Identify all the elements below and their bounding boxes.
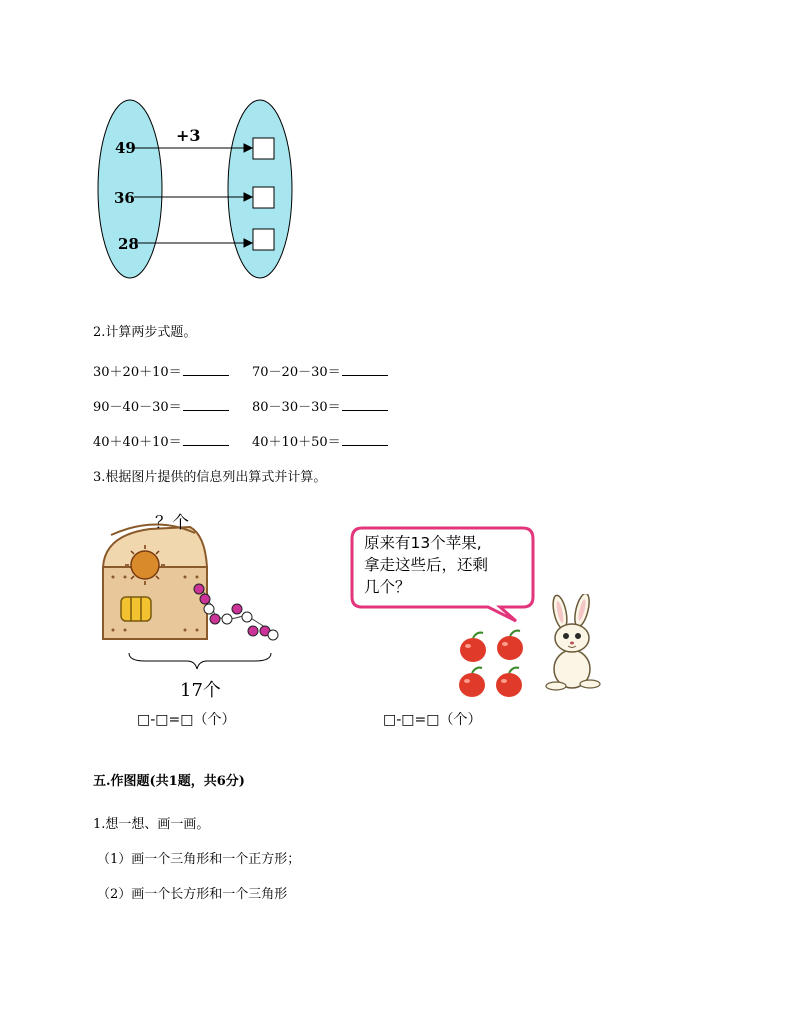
q3-title: 3.根据图片提供的信息列出算式并计算。 [93, 470, 327, 485]
brace [129, 653, 271, 669]
section5-item-2: （2）画一个长方形和一个三角形 [97, 887, 288, 902]
q2-expression: 90－40－30＝ [93, 400, 182, 415]
rabbit-illustration [540, 594, 605, 694]
section5-item-1: （1）画一个三角形和一个正方形； [97, 852, 301, 867]
q2-row-1-right [252, 363, 388, 381]
bubble-line-1: 原来有13个苹果, [364, 534, 482, 552]
formula-right: □-□=□（个） [383, 712, 482, 728]
chest-total-label: 17个 [180, 680, 221, 701]
section5-q1-title: 1.想一想、画一画。 [93, 817, 210, 832]
apple-icon [497, 631, 523, 660]
apple-icon [459, 668, 485, 697]
chest-body [103, 567, 207, 639]
answer-box-2[interactable] [253, 187, 274, 208]
answer-blank[interactable] [342, 398, 388, 411]
answer-blank[interactable] [183, 363, 229, 376]
q2-title: 2.计算两步式题。 [93, 325, 197, 340]
rabbit-icon [540, 594, 605, 694]
answer-blank[interactable] [342, 363, 388, 376]
answer-box-3[interactable] [253, 229, 274, 250]
left-number-3: 28 [118, 235, 139, 253]
left-number-1: 49 [115, 139, 136, 157]
q2-row-2-left [93, 398, 229, 416]
q2-expression: 40＋40＋10＝ [93, 435, 182, 450]
answer-blank[interactable] [342, 433, 388, 446]
answer-box-1[interactable] [253, 138, 274, 159]
chest-illustration [95, 505, 295, 700]
speech-bubble [348, 525, 538, 625]
bubble-line-3: 几个？ [364, 578, 411, 596]
answer-blank[interactable] [183, 398, 229, 411]
apple-icon [496, 668, 522, 697]
chest-svg [95, 505, 295, 700]
q2-row-1-left [93, 363, 229, 381]
q2-row-3-left [93, 433, 229, 451]
q2-expression: 70－20－30＝ [252, 365, 341, 380]
operator-label: +3 [176, 126, 201, 145]
formula-left: □-□=□（个） [137, 712, 236, 728]
q2-expression: 30＋20＋10＝ [93, 365, 182, 380]
apples-illustration [455, 628, 530, 703]
apple-icon [460, 633, 486, 662]
sun-emblem [131, 551, 159, 579]
q2-expression: 40＋10＋50＝ [252, 435, 341, 450]
chest-lock [121, 597, 151, 621]
section5-heading: 五.作图题(共1题，共6分) [93, 774, 245, 789]
bubble-line-2: 拿走这些后，还剩 [364, 556, 489, 574]
q2-row-3-right [252, 433, 388, 451]
q2-expression: 80－30－30＝ [252, 400, 341, 415]
left-number-2: 36 [114, 189, 135, 207]
q2-row-2-right [252, 398, 388, 416]
apples-svg [455, 628, 530, 703]
chest-question-label: ？个 [155, 513, 189, 533]
answer-blank[interactable] [183, 433, 229, 446]
